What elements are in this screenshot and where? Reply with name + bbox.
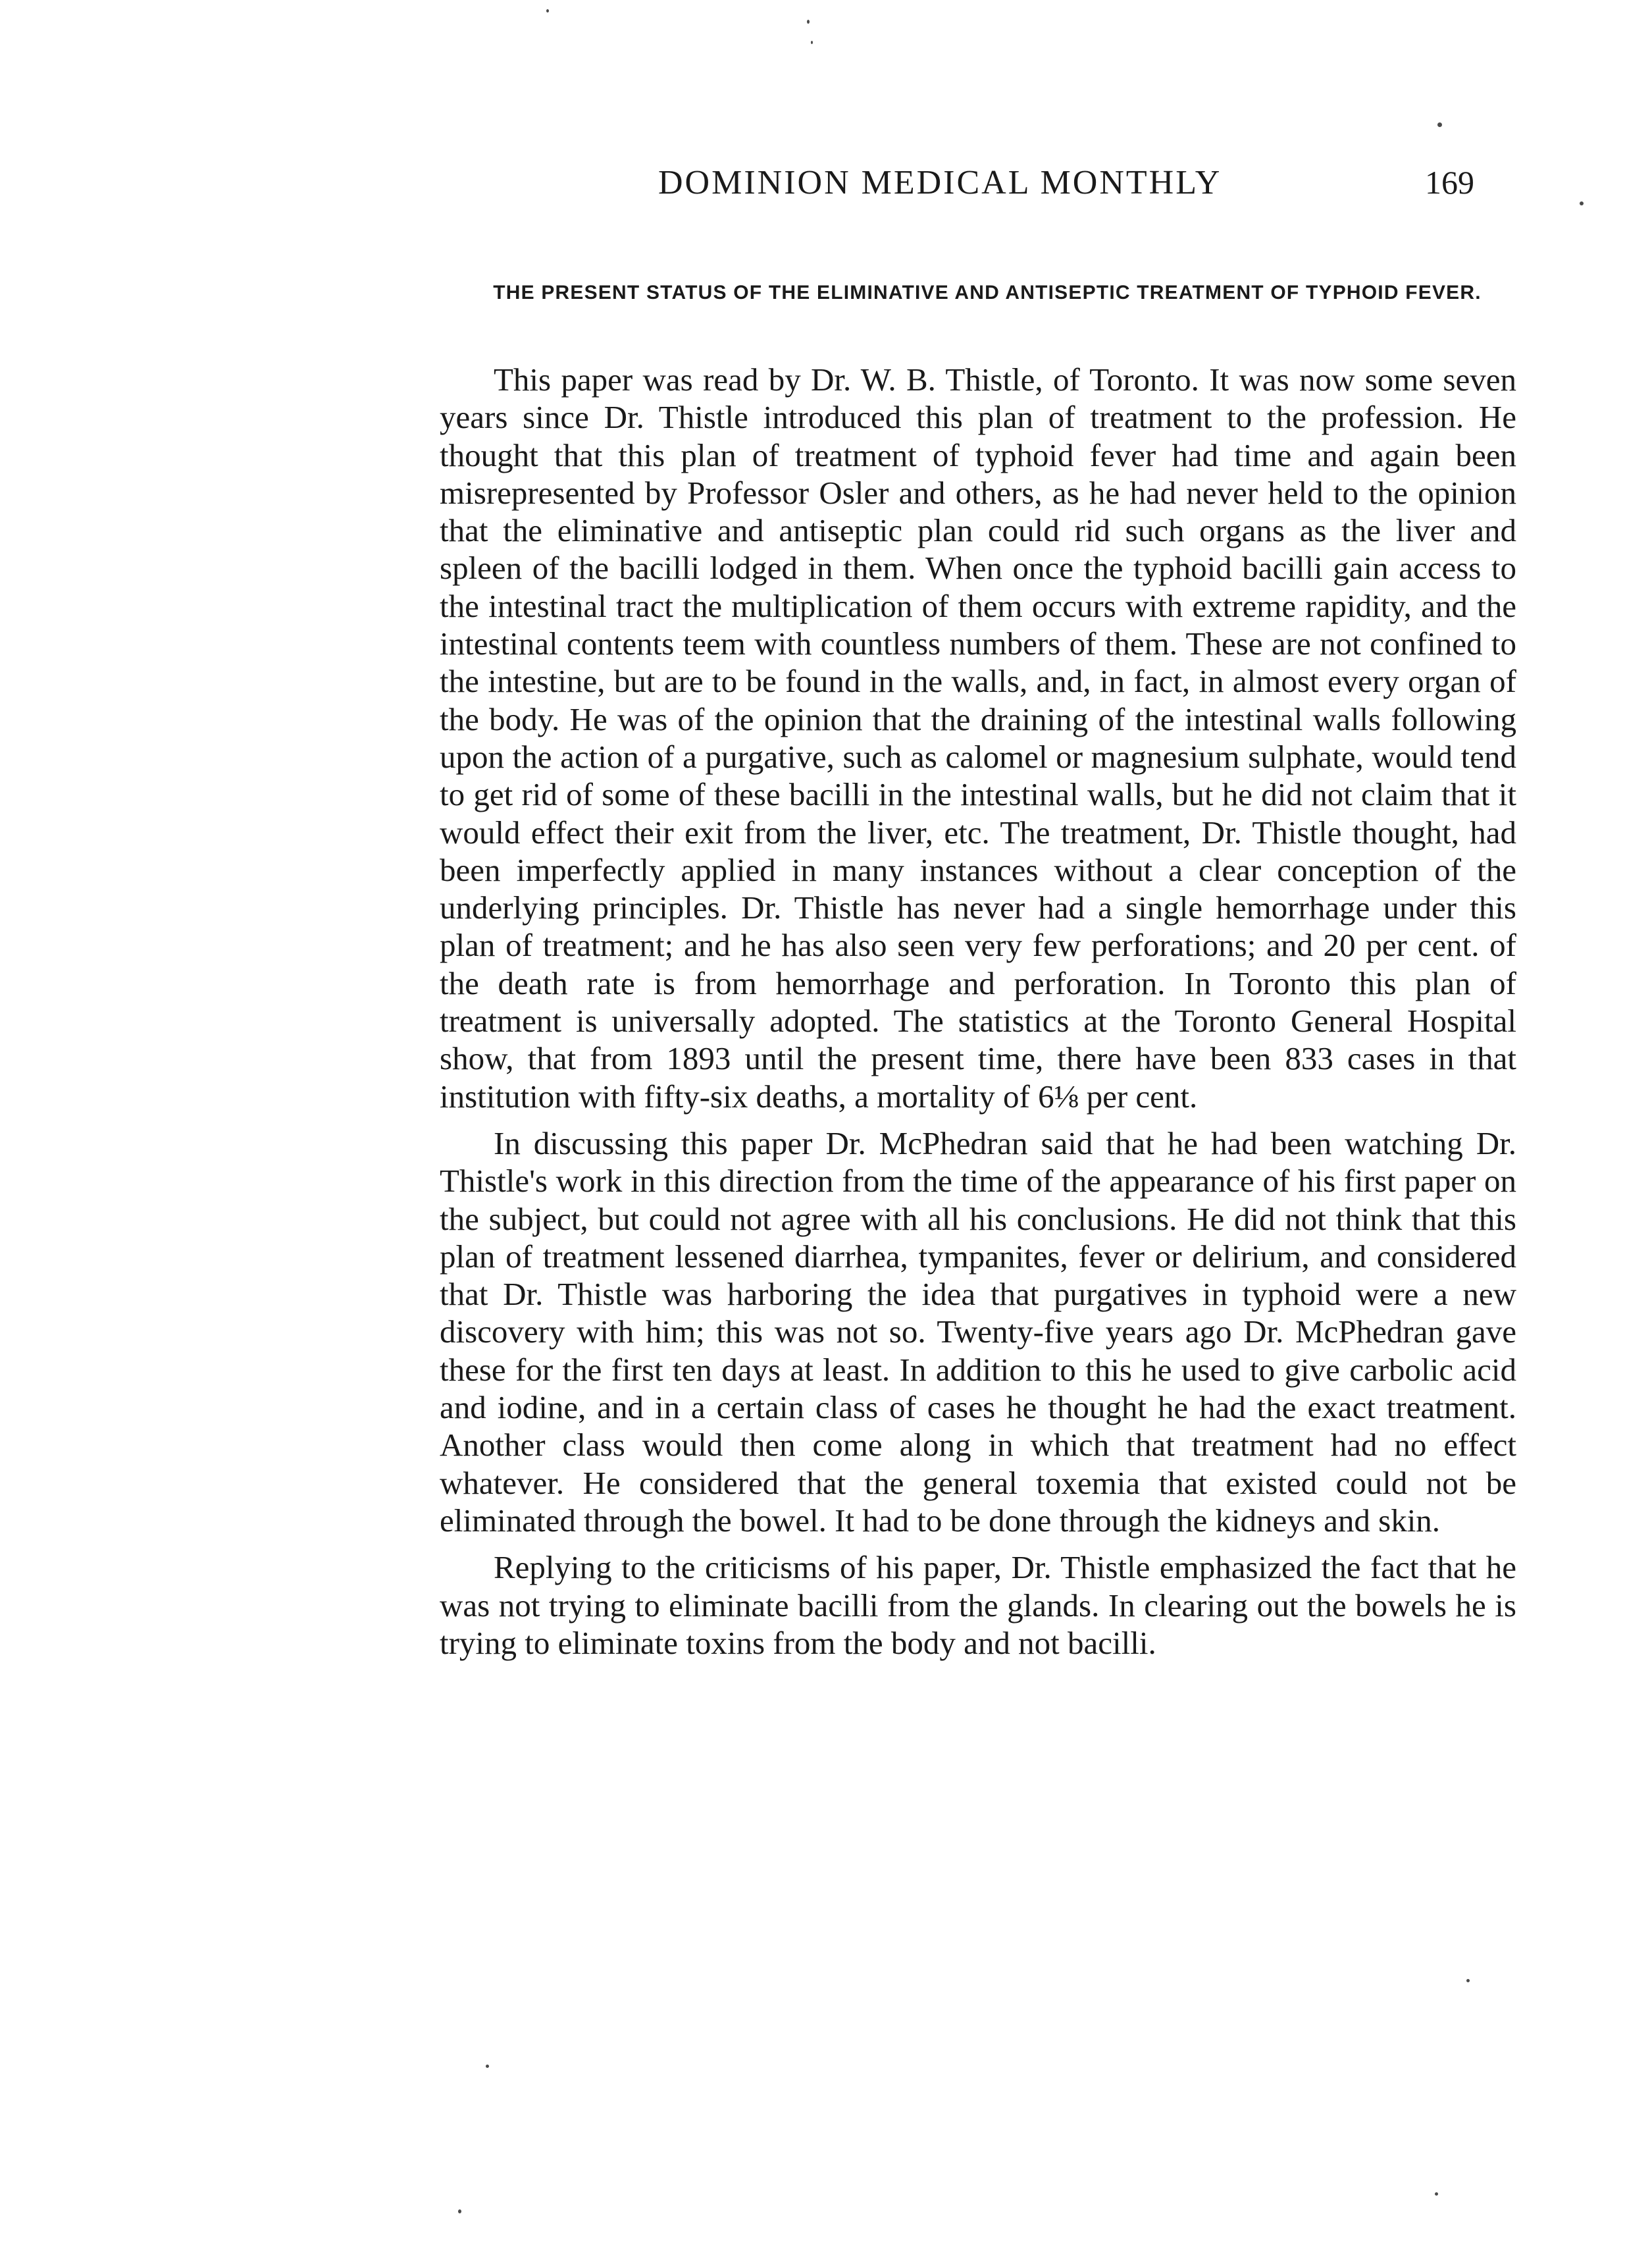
scan-speck bbox=[1435, 2192, 1438, 2196]
scan-speck bbox=[811, 41, 813, 44]
page-number: 169 bbox=[1425, 164, 1474, 201]
scan-speck bbox=[1437, 122, 1442, 127]
paragraph-1: This paper was read by Dr. W. B. Thistle, of Toronto. It was now some seven years since Dr. Thistle introduced this plan of treatment to the profession. He thought that this plan of treatment of typhoid fever had time and again been misrepresented by Professor Osler and others, as he had never held to the opinion that the eliminative and antiseptic plan could rid such organs as the liver and spleen of the bacilli lodged in them. When once the typhoid bacilli gain access to the intestinal tract the multiplication of them occurs with extreme rapidity, and the intestinal contents teem with countless numbers of them. These are not confined to the intestine, but are to be found in the walls, and, in fact, in almost every organ of the body. He was of the opinion that the draining of the intestinal walls following upon the action of a purgative, such as calomel or magnesium sulphate, would tend to get rid of some of these bacilli in the intestinal walls, but he did not claim that it would effect their exit from the liver, etc. The treatment, Dr. Thistle thought, had been imperfectly applied in many instances without a clear conception of the underlying principles. Dr. Thistle has never had a single hemorrhage under this plan of treatment; and he has also seen very few perforations; and 20 per cent. of the death rate is from hemorrhage and perforation. In Toronto this plan of treatment is universally adopted. The statistics at the Toronto General Hospital show, that from 1893 until the present time, there have been 833 cases in that institution with fifty-six deaths, a mortality of 6⅛ per cent. bbox=[440, 361, 1516, 1115]
scan-speck bbox=[1580, 201, 1584, 205]
scan-speck bbox=[1466, 1979, 1470, 1982]
scan-speck bbox=[546, 9, 549, 13]
paragraph-2: In discussing this paper Dr. McPhedran said that he had been watching Dr. Thistle's work in this direction from the time of the appearance of his first paper on the subject, but could not agree with all his conclusions. He did not think that this plan of treatment lessened diarrhea, tympanites, fever or delirium, and considered that Dr. Thistle was harboring the idea that purgatives in typhoid were a new discovery with him; this was not so. Twenty-five years ago Dr. McPhedran gave these for the first ten days at least. In addition to this he used to give carbolic acid and iodine, and in a certain class of cases he thought he had the exact treatment. Another class would then come along in which that treatment had no effect whatever. He considered that the general toxemia that existed could not be eliminated through the bowel. It had to be done through the kidneys and skin. bbox=[440, 1124, 1516, 1539]
running-head bbox=[658, 163, 1474, 209]
paragraph-3: Replying to the criticisms of his paper, Dr. Thistle emphasized the fact that he was not trying to eliminate bacilli from the glands. In clearing out the bowels he is trying to eliminate toxins from the body and not bacilli. bbox=[440, 1549, 1516, 1661]
scan-speck bbox=[458, 2209, 461, 2213]
scan-speck bbox=[807, 20, 810, 24]
journal-title: DOMINION MEDICAL MONTHLY bbox=[658, 164, 1222, 201]
article-body bbox=[440, 361, 1516, 1671]
article-title: THE PRESENT STATUS OF THE ELIMINATIVE AND ANTISEPTIC TREATMENT OF TYPHOID FEVER. bbox=[493, 282, 1482, 303]
scan-speck bbox=[486, 2065, 489, 2068]
